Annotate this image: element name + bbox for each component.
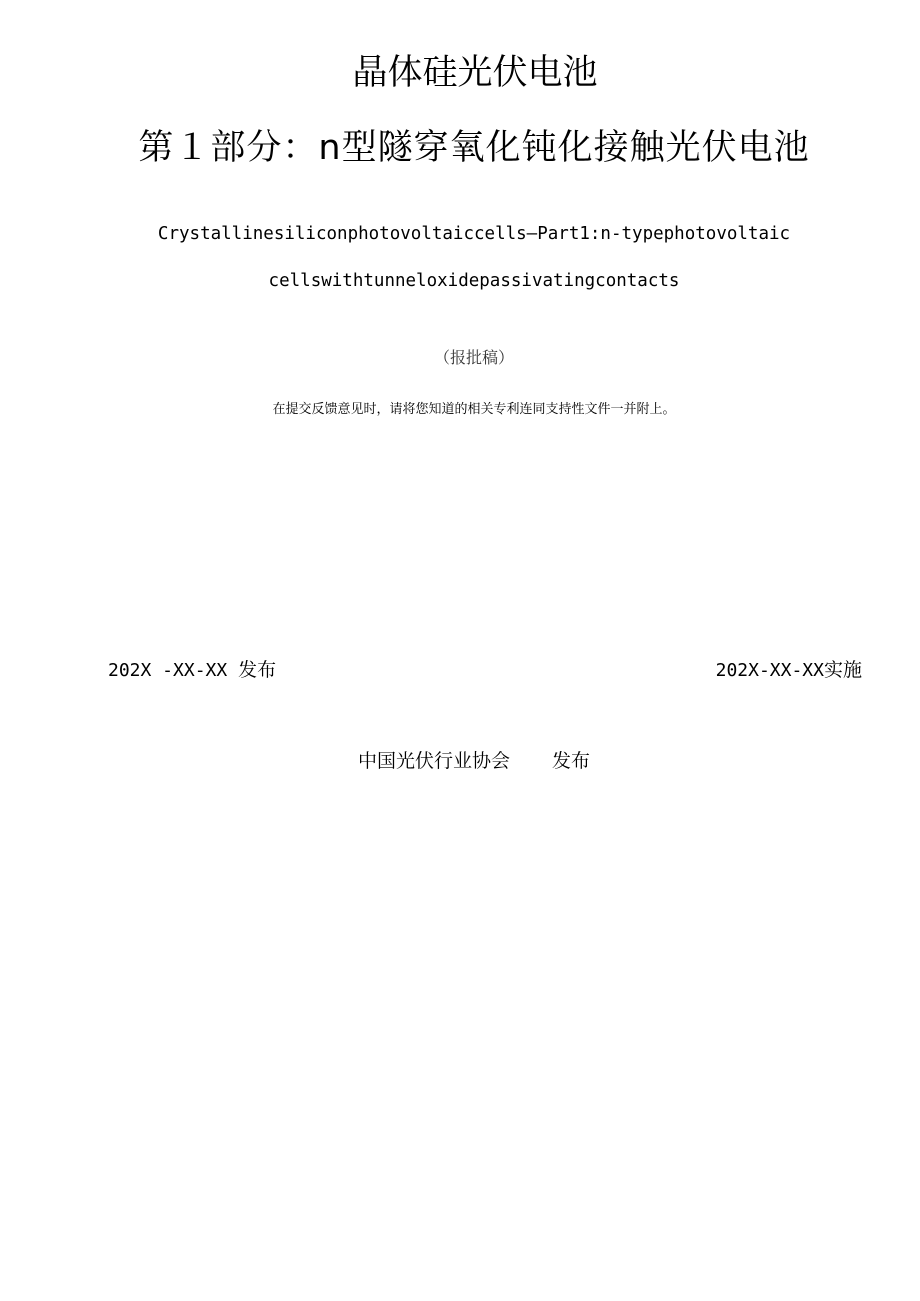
english-title-line-1: Crystallinesiliconphotovoltaiccells—Part1:n-typephotovoltaic <box>157 224 791 244</box>
publisher-block <box>0 746 920 776</box>
implementation-date-block <box>716 656 862 685</box>
issue-label: 发布 <box>238 659 277 681</box>
english-title-line-2: cellswithtunneloxidepassivatingcontacts <box>268 271 680 291</box>
issue-date: 202X -XX-XX <box>108 660 228 681</box>
publisher-name: 中国光伏行业协会 <box>357 750 510 772</box>
patent-notice: 在提交反馈意见时，请将您知道的相关专利连同支持性文件一并附上。 <box>272 402 676 417</box>
standard-title-part: 第１部分：n型隧穿氧化钝化接触光伏电池 <box>138 128 810 168</box>
publisher-action: 发布 <box>552 750 591 772</box>
implementation-date: 202X-XX-XX <box>715 660 824 681</box>
draft-status: （报批稿） <box>433 348 514 367</box>
implementation-label: 实施 <box>823 659 862 681</box>
issue-date-block <box>108 656 276 685</box>
standard-title-main: 晶体硅光伏电池 <box>352 53 598 93</box>
